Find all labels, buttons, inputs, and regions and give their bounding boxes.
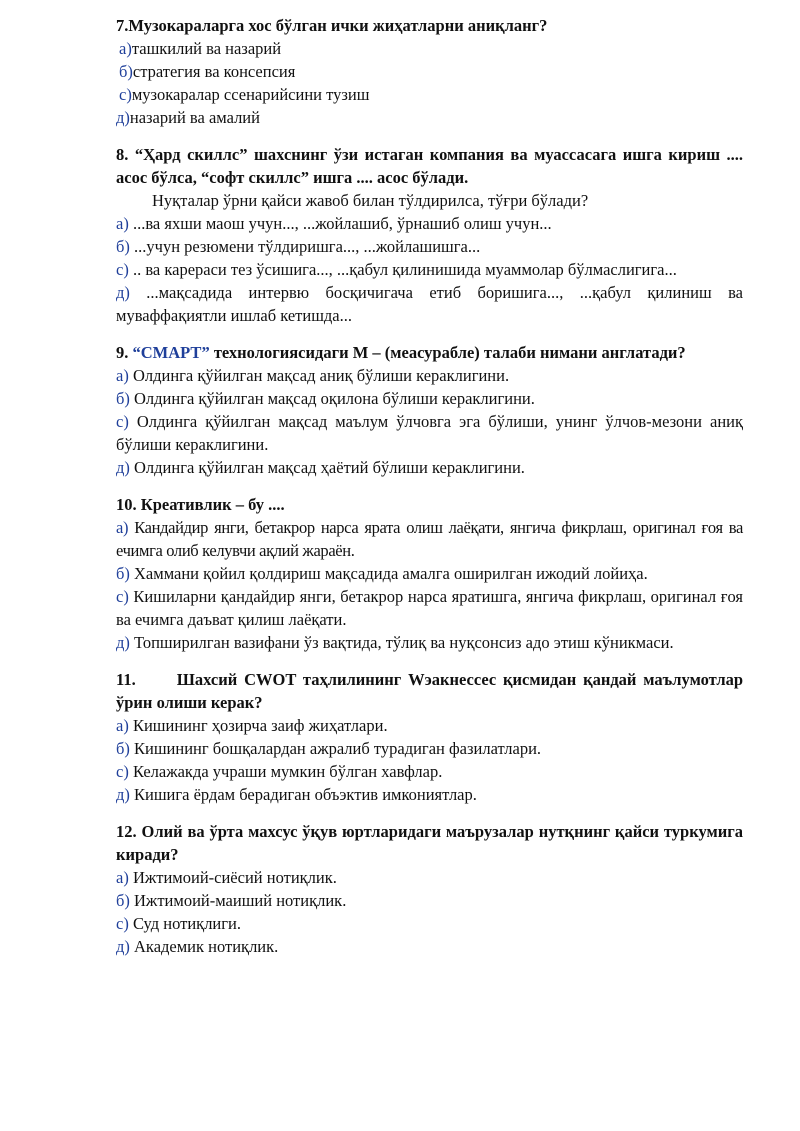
option-letter: д) [116,283,130,302]
answer-option [116,737,743,760]
answer-option [116,212,743,235]
option-letter: б) [116,739,130,758]
option-text: Олдинга қўйилган мақсад ҳаётий бўлиши кераклигини. [129,458,525,477]
option-letter: б) [119,62,133,81]
smart-term: “СМАРТ” [132,343,210,362]
answer-option [116,258,743,281]
option-text: Олдинга қўйилган мақсад аниқ бўлиши кераклигини. [128,366,510,385]
option-letter: б) [116,237,130,256]
answer-option [116,456,743,479]
option-text: Кишига ёрдам берадиган объэктив имкониятлар. [129,785,477,804]
answer-option [116,37,743,60]
question-title: 12. Олий ва ўрта махсус ўқув юртларидаги маърузалар нутқнинг қайси туркумига киради? [116,822,743,864]
option-letter: с) [116,412,129,431]
option-text: Олдинга қўйилган мақсад оқилона бўлиши кераклигини. [129,389,535,408]
option-text: музокаралар ссенарийсини тузиш [131,85,370,104]
option-letter: б) [116,389,130,408]
option-text: Хаммани қойил қолдириш мақсадида амалга оширилган ижодий лойиҳа. [129,564,648,583]
option-letter: д) [116,633,130,652]
option-text: Ижтимоий-сиёсий нотиқлик. [128,868,337,887]
answer-option [116,585,743,631]
question-8 [116,143,743,327]
question-title: 8. “Ҳард скиллс” шахснинг ўзи истаган компания ва муассасага ишга кириш .... асос бўлса, “софт скиллс” ишга .... асос бўлади. [116,145,743,187]
option-text: ...учун резюмени тўлдиришга..., ...жойлашишга... [129,237,481,256]
question-title [116,341,743,364]
question-11 [116,668,748,806]
option-letter: д) [116,937,130,956]
option-text: ...ва яхши маош учун..., ...жойлашиб, ўрнашиб олиш учун... [128,214,552,233]
option-text: Топширилган вазифани ўз вақтида, тўлиқ ва нуқсонсиз адо этиш кўникмаси. [129,633,674,652]
question-title: 7.Музокараларга хос бўлган ички жиҳатларни аниқланг? [116,16,548,35]
answer-option [116,516,743,562]
option-text: Суд нотиқлиги. [128,914,241,933]
document-page [116,14,748,972]
question-note: Нуқталар ўрни қайси жавоб билан тўлдирилса, тўғри бўлади? [152,191,589,210]
option-text: Кишиларни қандайдир янги, бетакрор нарса яратишга, янгича фикрлаш, оригинал ғоя ва ечимга даъват қилиш лаёқати. [116,587,743,629]
question-10 [116,493,743,654]
answer-option [116,281,743,327]
option-text: .. ва карераси тез ўсишига..., ...қабул қилинишида муаммолар бўлмаслигига... [128,260,677,279]
option-text: Олдинга қўйилган мақсад маълум ўлчовга эга бўлиши, унинг ўлчов-мезони аниқ бўлиши кераклигини. [116,412,743,454]
option-letter: д) [116,458,130,477]
answer-option [116,60,743,83]
option-text: Кишининг бошқалардан ажралиб турадиган фазилатлари. [129,739,542,758]
question-number: 9. [116,343,133,362]
answer-option [116,235,743,258]
option-letter: а) [116,214,129,233]
option-text: Кишининг ҳозирча заиф жиҳатлари. [128,716,388,735]
option-text: Келажакда учраши мумкин бўлган хавфлар. [128,762,443,781]
option-text: Кандайдир янги, бетакрор нарса ярата олиш лаёқати, янгича фикрлаш, оригинал ғоя ва ечимга олиб келувчи ақлий жараён. [116,518,743,560]
option-letter: б) [116,564,130,583]
answer-option [116,760,743,783]
option-letter: д) [116,108,130,127]
answer-option [116,714,743,737]
option-text: Академик нотиқлик. [129,937,279,956]
answer-option [116,935,743,958]
question-text: технологиясидаги М – (меасурабле) талаби нимани англатади? [209,343,686,362]
option-text: Ижтимоий-маиший нотиқлик. [129,891,347,910]
answer-option [116,387,743,410]
option-letter: с) [116,762,129,781]
answer-option [116,866,743,889]
option-letter: б) [116,891,130,910]
option-text: ...мақсадида интервю босқичигача етиб боришига..., ...қабул қилиниш ва муваффақиятли ишлаб кетишда... [116,283,743,325]
option-text: ташкилий ва назарий [131,39,282,58]
option-text: стратегия ва консепсия [132,62,296,81]
question-7 [116,14,743,129]
option-letter: с) [116,260,129,279]
answer-option [116,889,743,912]
question-title: 10. Креативлик – бу .... [116,495,285,514]
option-letter: д) [116,785,130,804]
answer-option [116,912,743,935]
answer-option [116,562,743,585]
option-letter: а) [116,366,129,385]
answer-option [116,783,743,806]
answer-option [116,364,743,387]
option-letter: а) [116,868,129,887]
option-text: назарий ва амалий [129,108,260,127]
option-letter: с) [116,587,129,606]
option-letter: с) [116,914,129,933]
answer-option [116,631,743,654]
option-letter: а) [116,716,129,735]
answer-option [116,410,743,456]
answer-option [116,83,743,106]
question-9 [116,341,743,479]
answer-option [116,106,743,129]
option-letter: с) [119,85,132,104]
question-title: 11. Шахсий CWOT таҳлилининг Wэакнессес қисмидан қандай маълумотлар ўрин олиши керак? [116,670,748,712]
option-letter: а) [119,39,132,58]
option-letter: а) [116,518,129,537]
question-12 [116,820,743,958]
